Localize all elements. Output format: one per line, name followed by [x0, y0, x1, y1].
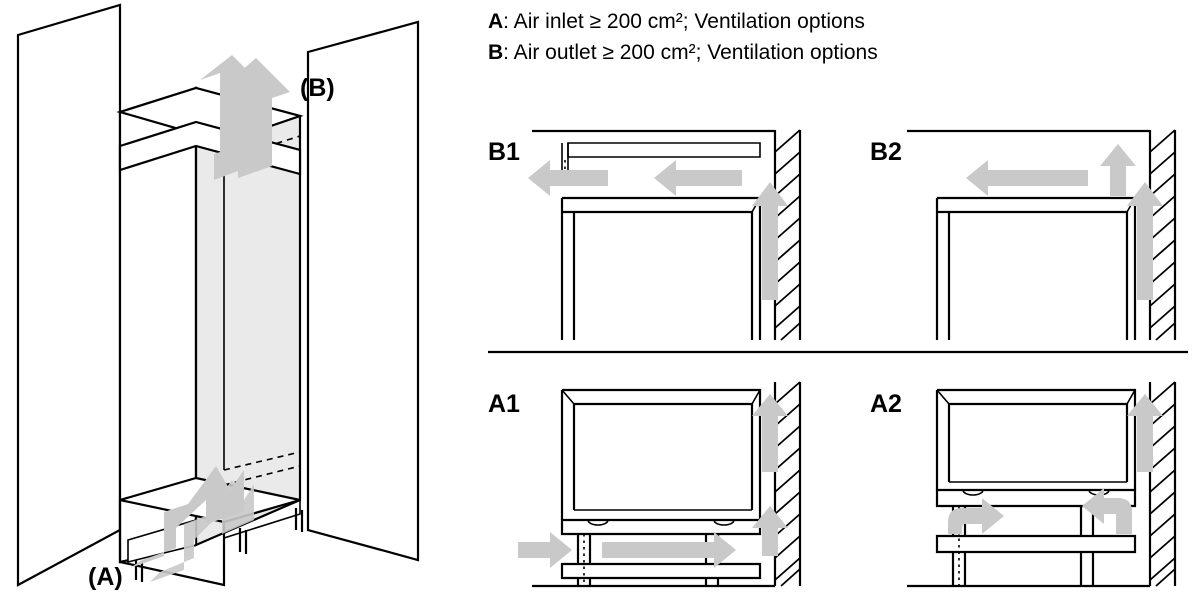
variant-b1 — [488, 130, 800, 340]
legend-row-a — [488, 6, 1188, 37]
b1-wall — [775, 130, 800, 340]
variant-a1 — [488, 382, 800, 586]
a1-arrow-right-under — [602, 532, 736, 568]
a2-arrow-up-outer — [1127, 394, 1163, 472]
variant-label-a1: A1 — [488, 390, 520, 418]
variant-b2 — [870, 130, 1175, 340]
a2-arrow-curved-left — [948, 498, 1004, 534]
b2-arrow-up-right — [1127, 182, 1163, 300]
label-a-inlet: (A) — [88, 563, 123, 591]
legend-key-b: B — [488, 41, 504, 64]
ventilation-options-panel — [470, 0, 1200, 600]
a1-arrow-up-lower — [752, 506, 788, 556]
isometric-svg — [0, 0, 470, 600]
variant-label-b2: B2 — [870, 138, 902, 166]
a1-arrow-inlet-front — [518, 532, 572, 568]
b2-arrow-up-inner — [1100, 144, 1136, 196]
variant-a2 — [870, 382, 1175, 586]
b2-wall — [1150, 130, 1175, 340]
b2-arrow-left — [966, 160, 1088, 196]
isometric-installation-diagram — [0, 0, 470, 600]
a1-arrow-up-outer — [752, 394, 788, 472]
legend — [488, 6, 1188, 68]
variant-label-b1: B1 — [488, 138, 520, 166]
legend-text-b: : Air outlet ≥ 200 cm²; Ventilation options — [503, 41, 878, 64]
b1-arrow-up-right — [752, 182, 788, 300]
b1-arrow-left-upper — [654, 160, 742, 196]
variant-label-a2: A2 — [870, 390, 902, 418]
legend-key-a: A — [488, 10, 504, 33]
variants-svg — [470, 0, 1200, 600]
label-b-outlet: (B) — [300, 74, 335, 102]
legend-text-a: : Air inlet ≥ 200 cm²; Ventilation options — [503, 10, 865, 33]
legend-row-b — [488, 37, 1188, 68]
a2-arrow-curved-right — [1082, 488, 1132, 534]
